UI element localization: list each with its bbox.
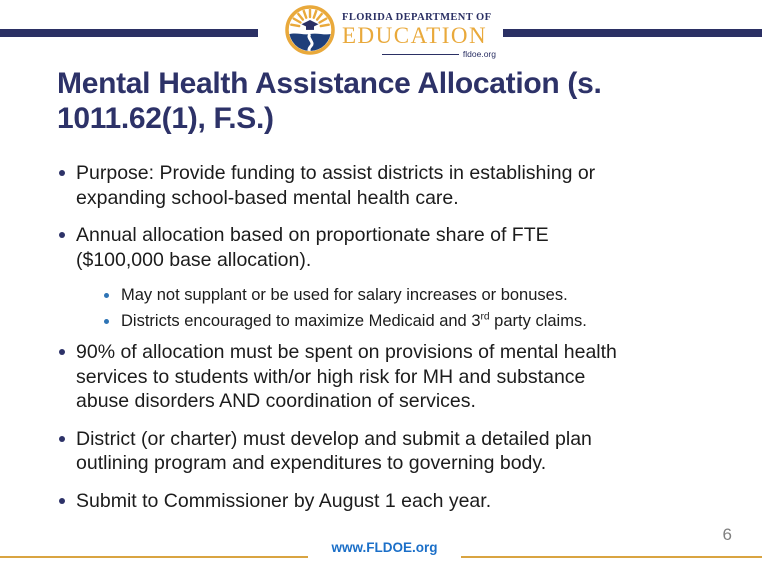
bullet-item xyxy=(57,427,727,476)
logo-org-name: FLORIDA DEPARTMENT OF xyxy=(342,12,492,23)
bullet-marker-icon xyxy=(59,498,65,504)
logo-url: fldoe.org xyxy=(462,49,496,60)
footer-link[interactable]: www.FLDOE.org xyxy=(331,540,438,555)
superscript-text: rd xyxy=(480,311,490,323)
bullet-marker-icon xyxy=(59,232,65,238)
sub-bullet-item xyxy=(102,285,727,306)
bullet-marker-icon xyxy=(59,170,65,176)
header-rule-left xyxy=(0,29,258,37)
bullet-list xyxy=(57,161,727,513)
bullet-text: Districts encouraged to maximize Medicaid and 3rd party claims. xyxy=(121,311,587,330)
bullet-item xyxy=(57,340,727,414)
bullet-text: Submit to Commissioner by August 1 each year. xyxy=(76,489,492,512)
bullet-marker-icon xyxy=(104,293,109,298)
sub-bullet-item xyxy=(102,311,727,332)
bullet-text: Annual allocation based on proportionate share of FTE ($100,000 base allocation). xyxy=(76,224,549,271)
bullet-text: District (or charter) must develop and submit a detailed plan outlining program and expenditures to governing body. xyxy=(76,427,592,474)
bullet-text: May not supplant or be used for salary increases or bonuses. xyxy=(121,286,568,304)
bullet-marker-icon xyxy=(59,349,65,355)
footer-rule-left xyxy=(0,556,308,558)
bullet-text: 90% of allocation must be spent on provisions of mental health services to students with/or high risk for MH and substance abuse disorders AND coordination of services. xyxy=(76,341,617,412)
slide-body xyxy=(57,161,727,526)
logo-education-wordmark: EDUCATION xyxy=(342,23,488,48)
bullet-marker-icon xyxy=(59,436,65,442)
logo-divider xyxy=(382,54,459,55)
slide-title-line1: Mental Health Assistance Allocation (s. xyxy=(57,67,602,100)
fldoe-logo xyxy=(284,3,496,59)
logo-text xyxy=(342,3,496,59)
bullet-text: Purpose: Provide funding to assist districts in establishing or expanding school-based mental health care. xyxy=(76,162,596,209)
header-rule-right xyxy=(503,29,762,37)
logo-url-row xyxy=(342,49,496,59)
page-number: 6 xyxy=(722,525,732,544)
slide-title xyxy=(57,66,737,136)
footer-rule-right xyxy=(461,556,762,558)
bullet-marker-icon xyxy=(104,319,109,324)
slide-title-line2: 1011.62(1), F.S.) xyxy=(57,102,274,135)
bullet-item xyxy=(57,489,727,514)
bullet-item xyxy=(57,223,727,272)
bullet-item xyxy=(57,161,727,210)
fldoe-emblem-icon xyxy=(284,3,336,57)
